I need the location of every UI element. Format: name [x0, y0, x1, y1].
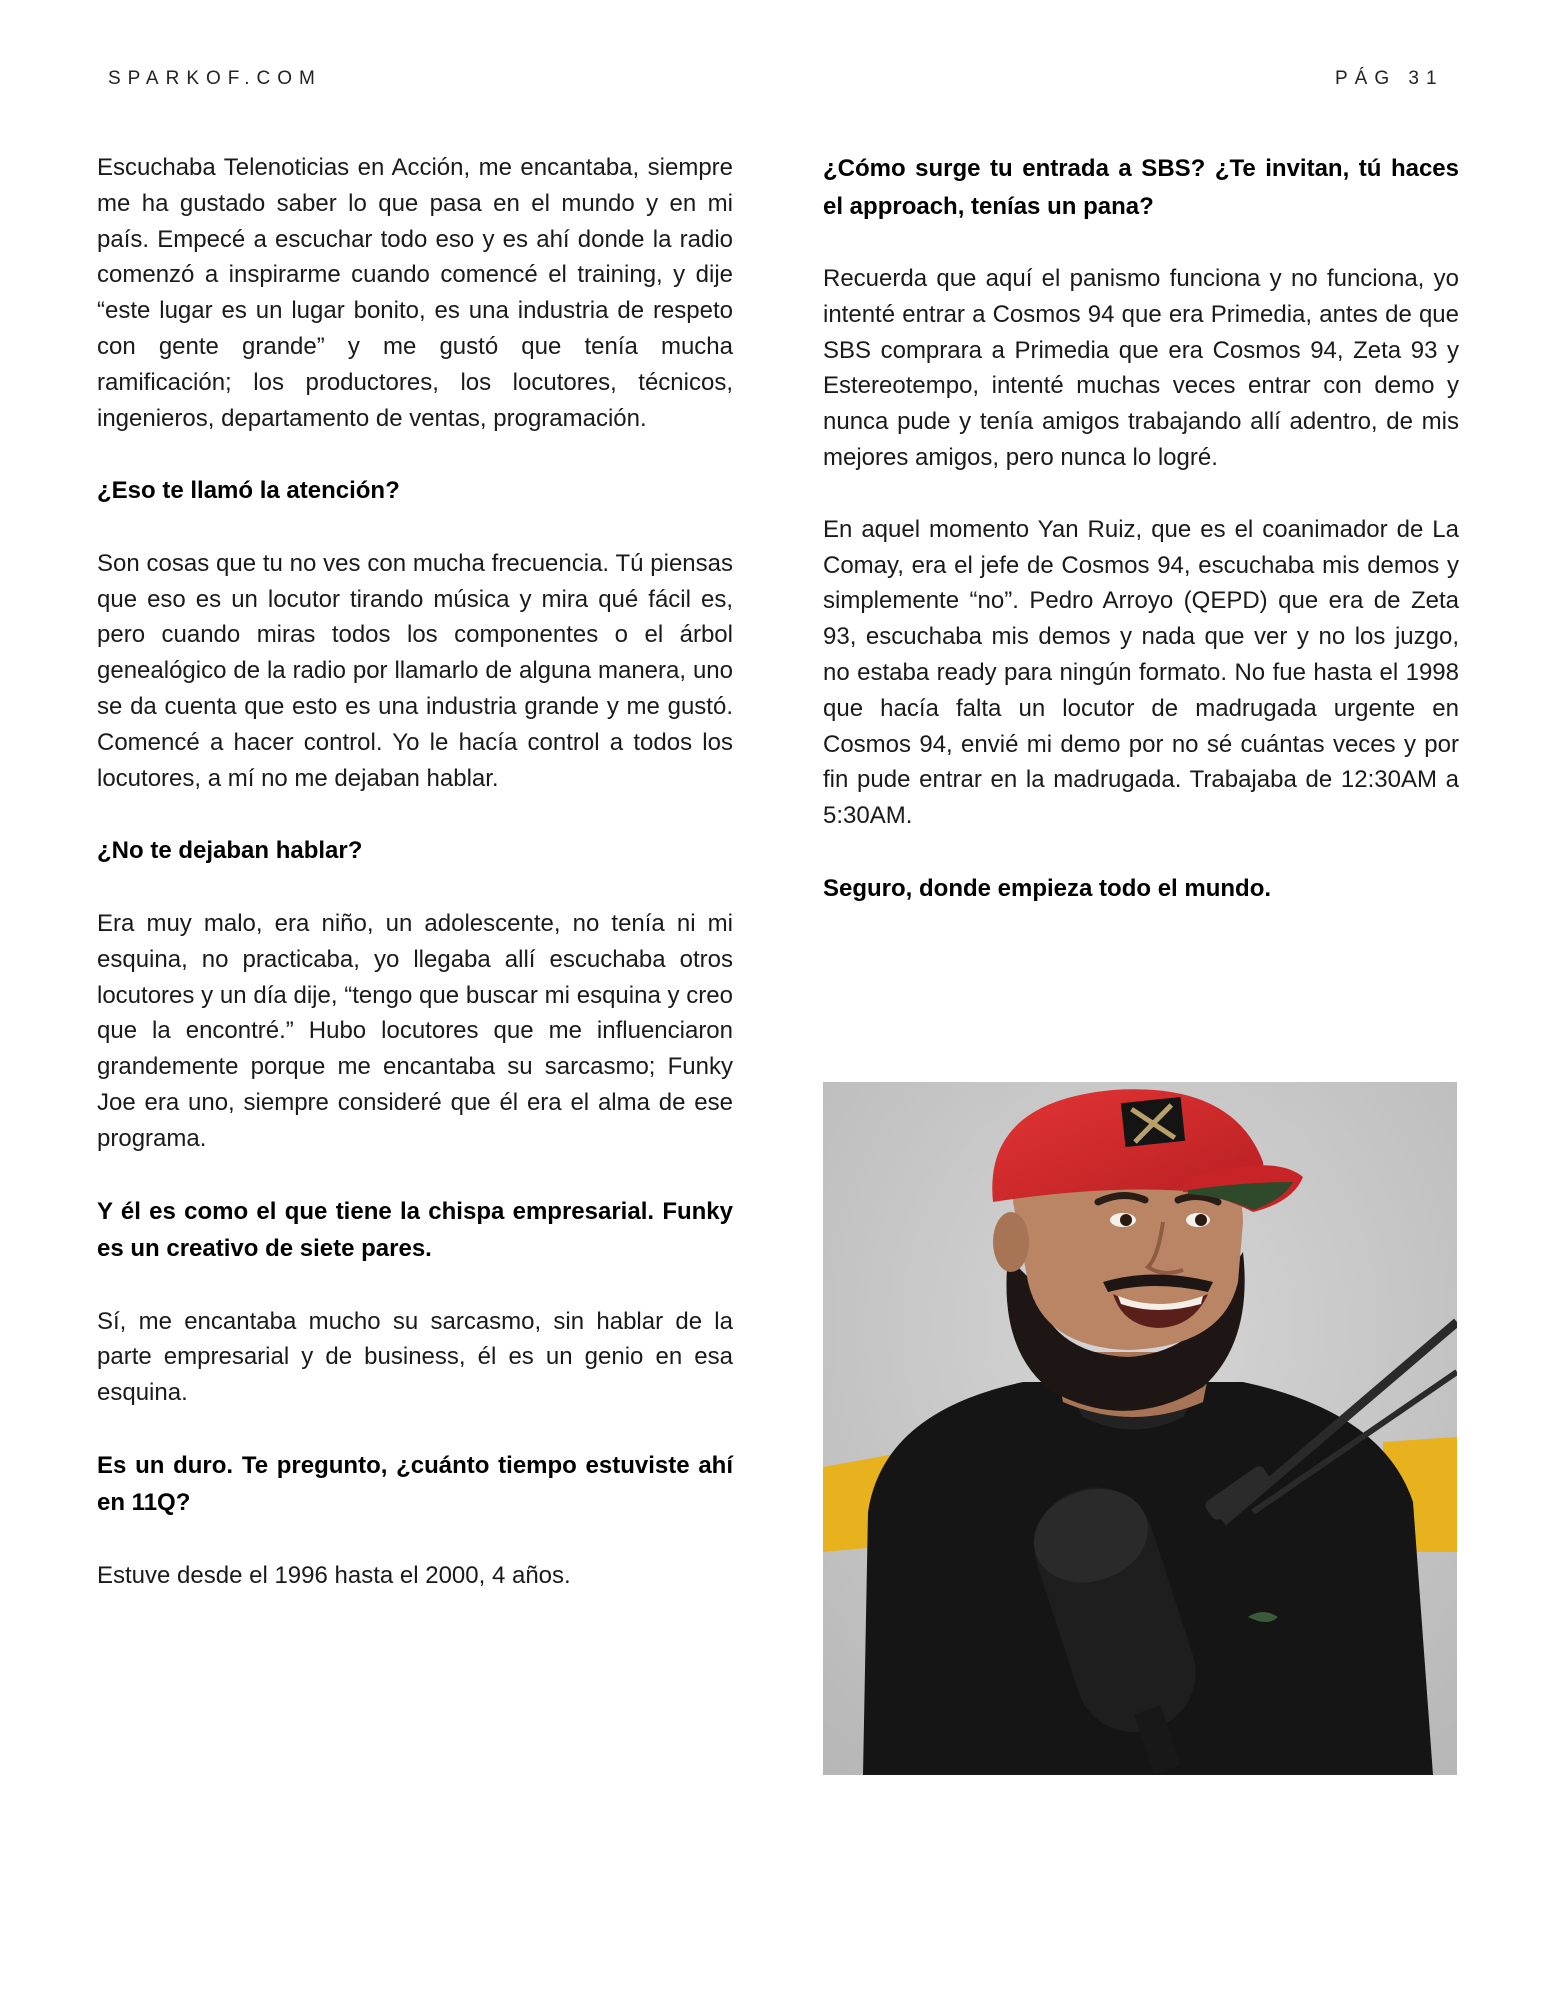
page-number: PÁG 31 [1335, 68, 1444, 89]
question-paragraph: ¿Cómo surge tu entrada a SBS? ¿Te invitan, tú haces el approach, tenías un pana? [823, 155, 1459, 220]
ear [993, 1212, 1029, 1272]
left-column [97, 150, 733, 1630]
right-column [823, 150, 1459, 943]
question-paragraph: Seguro, donde empieza todo el mundo. [823, 874, 1272, 902]
interview-photo [823, 1082, 1457, 1775]
question-paragraph: Es un duro. Te pregunto, ¿cuánto tiempo estuviste ahí en 11Q? [97, 1451, 733, 1517]
answer-paragraph: Escuchaba Telenoticias en Acción, me encantaba, siempre me ha gustado saber lo que pasa en el mundo y en mi país. Empecé a escuchar todo eso y es ahí donde la radio comenzó a inspirarme cuando comencé el training, y dije “este lugar es un lugar bonito, es una industria de respeto con gente grande” y me gustó que tenía mucha ramificación; los productores, los locutores, técnicos, ingenieros, departamento de ventas, programación. [97, 154, 733, 432]
answer-paragraph: Recuerda que aquí el panismo funciona y no funciona, yo intenté entrar a Cosmos 94 que era Primedia, antes de que SBS comprara a Primedia que era Cosmos 94, Zeta 93 y Estereotempo, intenté muchas veces entrar con demo y nunca pude y tenía amigos trabajando allí adentro, de mis mejores amigos, pero nunca lo logré. [823, 265, 1459, 471]
question-paragraph: ¿No te dejaban hablar? [97, 837, 363, 865]
portrait-illustration [823, 1082, 1457, 1775]
question-paragraph: Y él es como el que tiene la chispa empresarial. Funky es un creativo de siete pares. [97, 1197, 733, 1263]
answer-paragraph: Sí, me encantaba mucho su sarcasmo, sin hablar de la parte empresarial y de business, él es un genio en esa esquina. [97, 1307, 733, 1407]
site-name: SPARKOF.COM [108, 68, 322, 89]
question-paragraph: ¿Eso te llamó la atención? [97, 477, 400, 505]
answer-paragraph: En aquel momento Yan Ruiz, que es el coanimador de La Comay, era el jefe de Cosmos 94, escuchaba mis demos y simplemente “no”. Pedro Arroyo (QEPD) que era de Zeta 93, escuchaba mis demos y nada que ver y no los juzgo, no estaba ready para ningún formato. No fue hasta el 1998 que hacía falta un locutor de madrugada urgente en Cosmos 94, envié mi demo por no sé cuántas veces y por fin pude entrar en la madrugada. Trabajaba de 12:30AM a 5:30AM. [823, 515, 1459, 830]
answer-paragraph: Son cosas que tu no ves con mucha frecuencia. Tú piensas que eso es un locutor tirando música y mira qué fácil es, pero cuando miras todos los componentes o el árbol genealógico de la radio por llamarlo de alguna manera, uno se da cuenta que esto es una industria grande y me gustó. Comencé a hacer control. Yo le hacía control a todos los locutores, a mí no me dejaban hablar. [97, 549, 733, 792]
answer-paragraph: Era muy malo, era niño, un adolescente, no tenía ni mi esquina, no practicaba, yo llegaba allí escuchaba otros locutores y un día dije, “tengo que buscar mi esquina y creo que la encontré.” Hubo locutores que me influenciaron grandemente porque me encantaba su sarcasmo; Funky Joe era uno, siempre consideré que él era el alma de ese programa. [97, 909, 733, 1152]
answer-paragraph: Estuve desde el 1996 hasta el 2000, 4 años. [97, 1561, 571, 1589]
